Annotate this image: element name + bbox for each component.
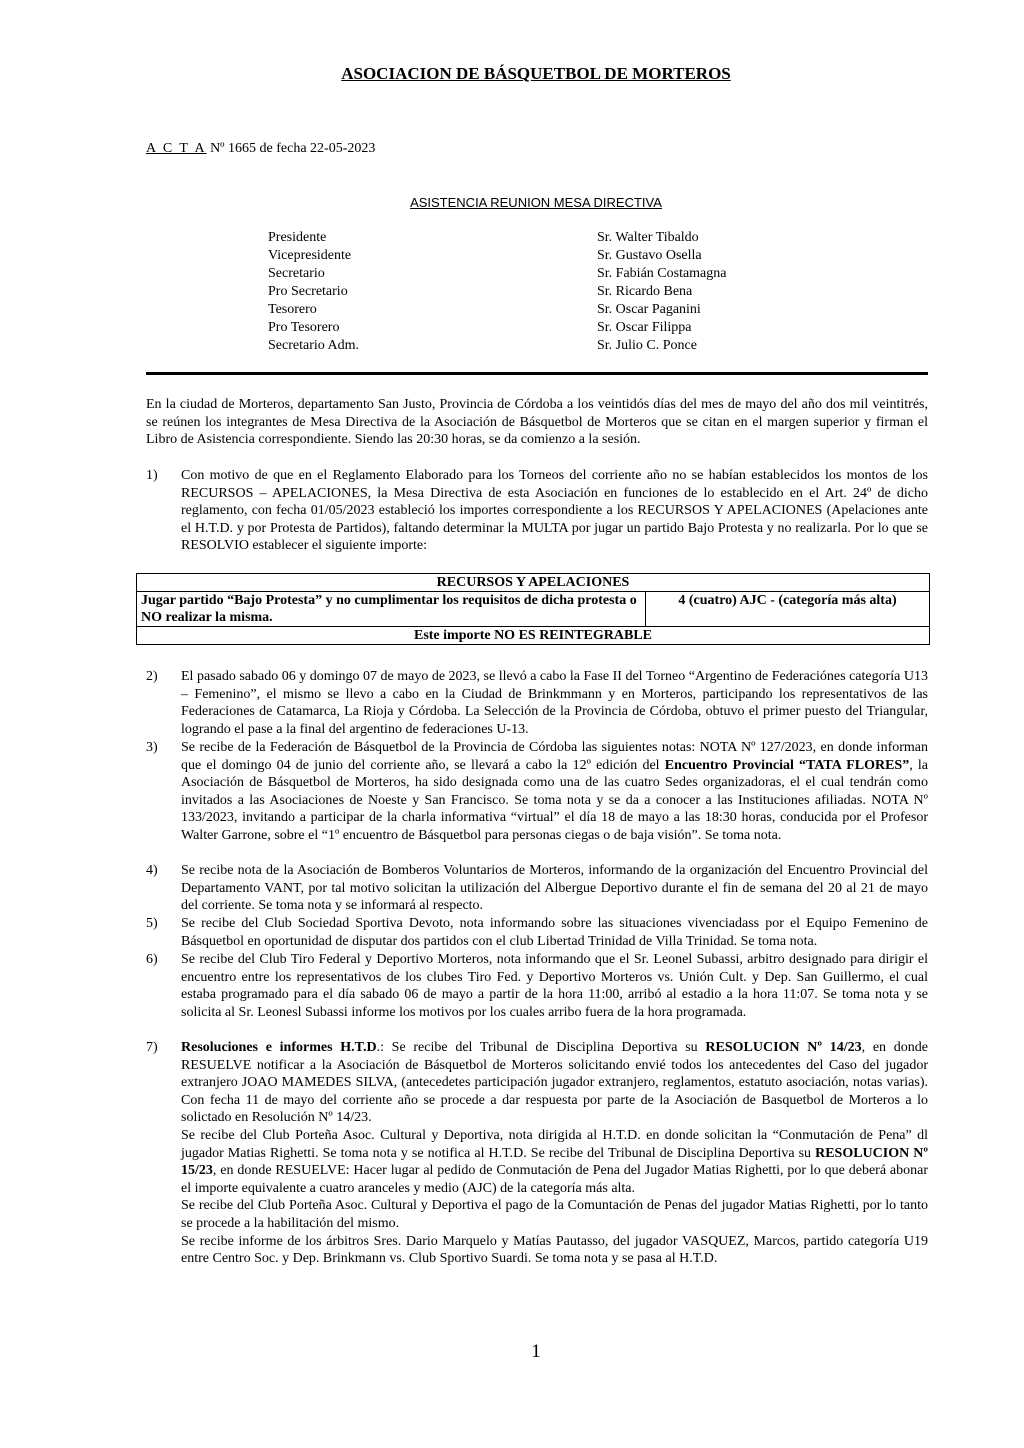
item-number: 1) bbox=[146, 468, 158, 483]
attendee-name: Sr. Walter Tibaldo bbox=[597, 230, 699, 245]
item-number: 5) bbox=[146, 916, 158, 931]
attendee-role: Pro Secretario bbox=[268, 284, 348, 299]
item-number: 7) bbox=[146, 1040, 158, 1055]
acta-line bbox=[146, 141, 375, 157]
attendee-row bbox=[268, 283, 768, 301]
item-text-part: Se recibe del Club Porteña Asoc. Cultural y Deportiva, nota dirigida al H.T.D. en donde solicitan la “Conmutación de Pena” dl jugador Matias Righetti. Se toma nota y se notifica al H.T.D. Se recibe del Tribunal de Disciplina Deportiva su bbox=[181, 1127, 928, 1161]
agenda-item-7 bbox=[146, 1039, 928, 1268]
agenda-item-3 bbox=[146, 739, 928, 845]
item-text-part: Se recibe de la Federación de Básquetbol de la Provincia de Córdoba las siguientes notas: NOTA Nº 127/2023, en donde informan que el domingo 04 de junio del corriente año, se llevará a cabo la 12º edición del bbox=[181, 740, 928, 773]
item-number: 2) bbox=[146, 669, 158, 684]
item-text: Se recibe del Club Sociedad Sportiva Devoto, nota informando sobre las situaciones vivenciadass por el Equipo Femenino de Básquetbol en oportunidad de disputar dos partidos con el club Libertad Trinidad de Villa Trinidad. Se toma nota. bbox=[181, 916, 928, 949]
agenda-item-4 bbox=[146, 862, 928, 915]
section-divider bbox=[146, 372, 928, 375]
table-amount: 4 (cuatro) AJC - (categoría más alta) bbox=[646, 592, 930, 627]
item-paragraph: Se recibe informe de los árbitros Sres. Dario Marquelo y Matías Pautasso, del jugador VASQUEZ, Marcos, partido categoría U19 entre Centro Soc. y Dep. Brinkmann vs. Club Sportivo Suardi. Se toma nota y se pasa al H.T.D. bbox=[181, 1233, 928, 1267]
item-text: Con motivo de que en el Reglamento Elaborado para los Torneos del corriente año no se habían establecidos los montos de los RECURSOS – APELACIONES, la Mesa Directiva de esta Asociación en funciones de lo establecido en el Art. 24º de dicho reglamento, con fecha 01/05/2023 estableció los importes correspondiente a los RECURSOS Y APELACIONES (Apelaciones ante el H.T.D. y por Protesta de Partidos), faltando determinar la MULTA por jugar un partido Bajo Protesta y no realizarla. Por lo que se RESOLVIO establecer el siguiente importe: bbox=[181, 468, 928, 554]
item-text: Se recibe del Club Tiro Federal y Deportivo Morteros, nota informando que el Sr. Leonel Subassi, arbitro designado para dirigir el encuentro entre los representativos de los clubes Tiro Fed. y Deportivo Morteros vs. Unión Cult. y Dep. San Guillermo, el cual estaba programado para el día sabado 06 de mayo a partir de la hora 11:00, arribó al estadio a la hora 11:07. Se toma nota y se solicita al Sr. Leonesl Subassi informe los motivos por los cuales arribo fuera de la hora programada. bbox=[181, 952, 928, 1020]
table-header: RECURSOS Y APELACIONES bbox=[137, 574, 930, 592]
item-text-bold: RESOLUCION Nº 14/23 bbox=[705, 1040, 862, 1055]
attendee-role: Secretario Adm. bbox=[268, 338, 359, 353]
item-text: El pasado sabado 06 y domingo 07 de mayo de 2023, se llevó a cabo la Fase II del Torneo “Argentino de Federaciónes categoría U13 – Femenino”, el mismo se llevo a cabo en la Ciudad de Brinkmmann y en Morteros, participando los representativos de las Federaciones de Catamarca, La Rioja y Córdoba. La Selección de la Provincia de Córdoba, obtuvo el primer puesto del Triangular, logrando el pase a la final del argentino de federaciones U-13. bbox=[181, 669, 928, 737]
resources-table bbox=[136, 573, 930, 645]
attendee-name: Sr. Ricardo Bena bbox=[597, 284, 693, 299]
item-text-part: , en donde RESUELVE: Hacer lugar al pedido de Conmutación de Pena del Jugador Matias Righetti, por lo que deberá abonar el importe equivalente a cuatro aranceles y medio (AJC) de la categoría más alta. bbox=[181, 1163, 928, 1196]
item-text bbox=[181, 1039, 928, 1268]
attendee-row bbox=[268, 337, 768, 355]
item-text-bold: Encuentro Provincial “TATA FLORES” bbox=[664, 757, 910, 773]
item-paragraph bbox=[181, 1039, 928, 1127]
page-number: 1 bbox=[531, 1341, 541, 1362]
item-text-bold: Resoluciones e informes H.T.D bbox=[181, 1040, 377, 1055]
attendee-list bbox=[268, 229, 768, 355]
attendee-role: Presidente bbox=[268, 230, 327, 245]
attendee-row bbox=[268, 229, 768, 247]
table-footer: Este importe NO ES REINTEGRABLE bbox=[137, 627, 930, 645]
attendee-row bbox=[268, 319, 768, 337]
attendee-name: Sr. Julio C. Ponce bbox=[597, 338, 697, 353]
item-paragraph bbox=[181, 1127, 928, 1197]
agenda-item-1 bbox=[146, 467, 928, 555]
attendee-row bbox=[268, 247, 768, 265]
item-text bbox=[181, 739, 928, 845]
attendee-role: Pro Tesorero bbox=[268, 320, 340, 335]
attendee-role: Vicepresidente bbox=[268, 248, 352, 263]
intro-paragraph: En la ciudad de Morteros, departamento San Justo, Provincia de Córdoba a los veintidós días del mes de mayo del año dos mil veintitrés, se reúnen los integrantes de Mesa Directiva de la Asociación de Básquetbol de Morteros que se citan en el margen superior y firman el Libro de Asistencia correspondiente. Siendo las 20:30 horas, se da comienzo a la sesión. bbox=[146, 397, 928, 448]
table-concept: Jugar partido “Bajo Protesta” y no cumplimentar los requisitos de dicha protesta o NO realizar la misma. bbox=[137, 592, 646, 627]
item-text: Se recibe nota de la Asociación de Bomberos Voluntarios de Morteros, informando de la organización del Encuentro Provincial del Departamento VANT, por tal motivo solicitan la utilización del Albergue Deportivo durante el fin de semana del 20 al 21 de mayo del corriente. Se toma nota y se informará al respecto. bbox=[181, 863, 928, 914]
item-text-part: , la Asociación de Básquetbol de Morteros, ha sido designada como una de las cuatro Sedes organizadoras, el el cual tendrán como invitados a las Asociaciones de Noeste y San Francisco. Se toma nota y se da a conocer a las Instituciones afiliadas. NOTA Nº 133/2023, invitando a participar de la charla informativa “virtual” el día 18 de mayo a las 18:30 horas, conducida por el Profesor Walter Garrone, sobre el “1º encuentro de Básquetbol para personas ciegas o de baja visión”. Se toma nota. bbox=[181, 757, 929, 843]
item-paragraph: Se recibe del Club Porteña Asoc. Cultural y Deportiva el pago de la Comuntación de Penas del jugador Matias Righetti, por lo tanto se procede a la habilitación del mismo. bbox=[181, 1198, 928, 1231]
item-text-bold: RESOLUCION Nº 15/23 bbox=[181, 1145, 928, 1179]
attendee-row bbox=[268, 265, 768, 283]
item-text-part: .: Se recibe del Tribunal de Disciplina Deportiva su bbox=[376, 1040, 706, 1055]
item-number: 4) bbox=[146, 863, 158, 878]
agenda-item-5 bbox=[146, 915, 928, 950]
agenda-item-6 bbox=[146, 951, 928, 1021]
document-title: ASOCIACION DE BÁSQUETBOL DE MORTEROS bbox=[341, 64, 731, 83]
attendee-role: Secretario bbox=[268, 266, 325, 281]
item-number: 6) bbox=[146, 952, 158, 967]
item-text-part: , en donde RESUELVE notificar a la Asociación de Básquetbol de Morteros solicitando envié todos los antecedentes del Caso del jugador extranjero JOAO MAMEDES SILVA, (antecedetes participación jugador extranjero, reglamentos, estatuto asociación, notas varias). Con fecha 11 de mayo del corriente año se procede a dar respuesta por parte de la Asociación de Basquetbol de Morteros a lo solictado en Resolución Nº 14/23. bbox=[181, 1040, 928, 1126]
attendee-role: Tesorero bbox=[268, 302, 317, 317]
item-number: 3) bbox=[146, 740, 158, 755]
attendee-name: Sr. Oscar Paganini bbox=[597, 302, 701, 317]
attendee-name: Sr. Oscar Filippa bbox=[597, 320, 692, 335]
agenda-item-2 bbox=[146, 668, 928, 738]
attendee-row bbox=[268, 301, 768, 319]
assistance-heading: ASISTENCIA REUNION MESA DIRECTIVA bbox=[410, 195, 662, 210]
attendee-name: Sr. Fabián Costamagna bbox=[597, 266, 727, 281]
acta-label: A C T A bbox=[146, 141, 207, 156]
attendee-name: Sr. Gustavo Osella bbox=[597, 248, 702, 263]
acta-number-date: Nº 1665 de fecha 22-05-2023 bbox=[206, 141, 376, 156]
